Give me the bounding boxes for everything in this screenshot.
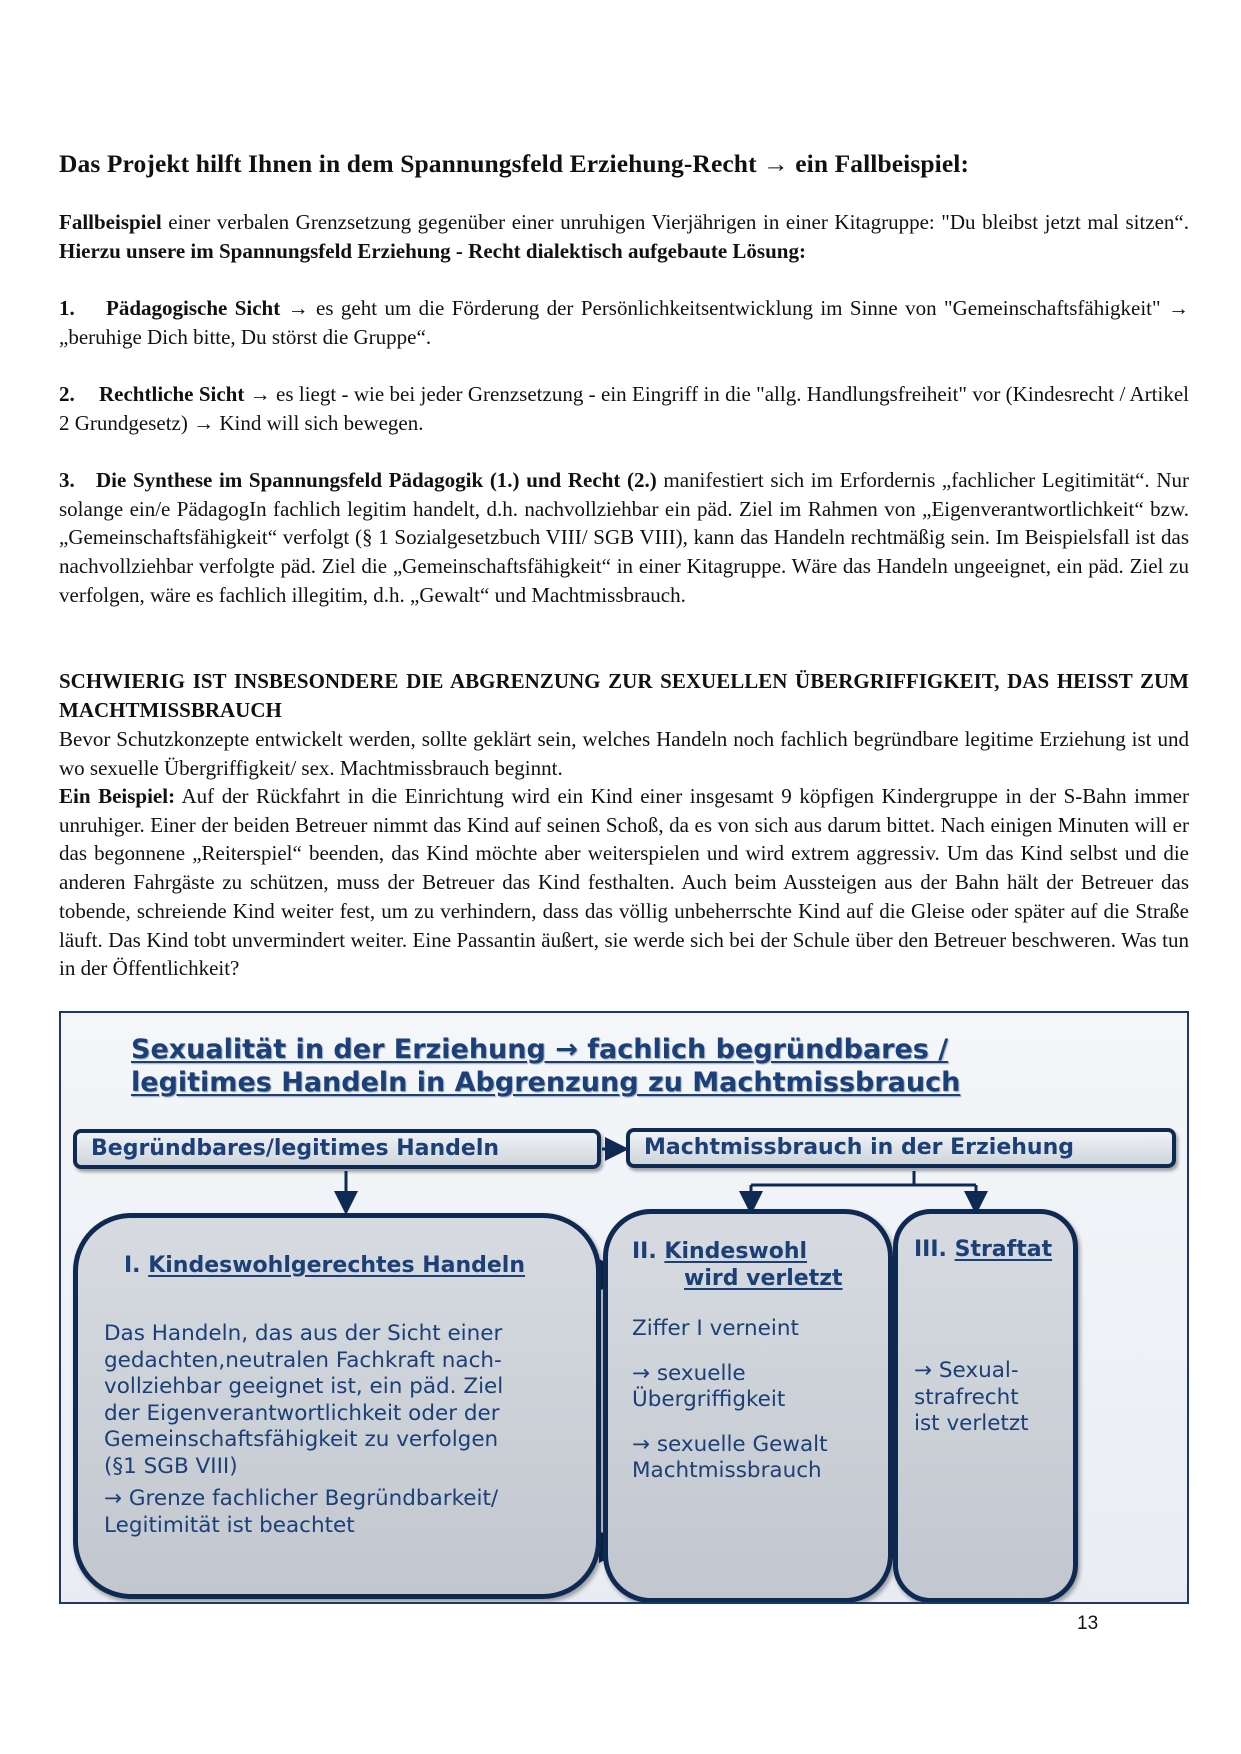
box1-title [124, 1252, 525, 1279]
box-criminal-offense [893, 1209, 1078, 1603]
list-number: 2. [59, 382, 75, 406]
box2-line: → sexuelle [632, 1360, 746, 1386]
box1-line: gedachten,neutralen Fachkraft nach- [104, 1347, 502, 1373]
box2-line: Übergriffigkeit [632, 1387, 786, 1412]
list-number: 3. [59, 468, 75, 492]
box3-body [914, 1358, 1029, 1438]
caps-paragraph: Bevor Schutzkonzepte entwickelt werden, sollte geklärt sein, welches Handeln noch fachlich begründbare legitime Erziehung ist und wo sexuelle Übergriffigkeit/ sex. Machtmissbrauch beginnt. [59, 727, 1189, 780]
box1-line: Das Handeln, das aus der Sicht einer [104, 1321, 503, 1346]
example-lead: Ein Beispiel: [59, 784, 176, 808]
box1-body [104, 1321, 503, 1539]
legitimate-action-pill: Begründbares/legitimes Handeln [73, 1129, 601, 1169]
box1-line: der Eigenverantwortlichkeit oder der [104, 1400, 500, 1426]
page-heading: Das Projekt hilft Ihnen in dem Spannungsfeld Erziehung-Recht → ein Fallbeispiel: [59, 149, 970, 178]
box2-line: → sexuelle Gewalt [632, 1431, 828, 1457]
abuse-of-power-pill: Machtmissbrauch in der Erziehung [626, 1128, 1176, 1168]
list-number: 1. [59, 296, 75, 320]
box1-line: (§1 SGB VIII) [104, 1453, 238, 1479]
example-text: Auf der Rückfahrt in die Einrichtung wird ein Kind einer insgesamt 9 köpfigen Kindergruppe in der S-Bahn immer unruhiger. Einer der beiden Betreuer nimmt das Kind auf seinen Schoß, da es von sich aus darum bittet. Nach einigen Minuten will er das begonnene „Reiterspiel“ beenden, das Kind möchte aber weiterspielen und wird extrem aggressiv. Um das Kind selbst und die anderen Fahrgäste zu schützen, muss der Betreuer das Kind festhalten. Auch beim Aussteigen aus der Bahn hält der Betreuer das tobende, schreiende Kind weiter fest, um zu verhindern, dass das völlig unbeherrschte Kind auf die Gleise oder später auf die Straße läuft. Das Kind tobt unvermindert weiter. Eine Passantin äußert, sie werde sich bei der Schule über den Betreuer beschweren. Was tun in der Öffentlichkeit? [59, 784, 1189, 981]
list-item-3 [59, 466, 1189, 610]
figure-title-line-2: legitimes Handeln in Abgrenzung zu Machtmissbrauch [131, 1067, 961, 1098]
intro-paragraph [59, 208, 1189, 265]
box1-line: Gemeinschaftsfähigkeit zu verfolgen [104, 1427, 499, 1452]
box2-line: Ziffer I verneint [632, 1316, 799, 1341]
box-child-welfare-action [73, 1213, 601, 1599]
box2-line: Machtmissbrauch [632, 1458, 822, 1483]
list-item-body [59, 380, 1189, 437]
box1-line: vollziehbar geeignet ist, ein päd. Ziel [104, 1374, 504, 1399]
list-item-body [59, 294, 1189, 351]
list-item-title: Die Synthese im Spannungsfeld Pädagogik (1.) und Recht (2.) [96, 468, 657, 492]
box3-line: strafrecht [914, 1384, 1019, 1410]
example-paragraph [59, 782, 1189, 983]
list-item-title: Rechtliche Sicht [99, 382, 245, 406]
intro-tail: Hierzu unsere im Spannungsfeld Erziehung - Recht dialektisch aufgebaute Lösung: [59, 238, 806, 263]
box3-line: → Sexual- [914, 1358, 1019, 1383]
box-child-welfare-violated [603, 1209, 893, 1603]
list-item-2 [59, 380, 1189, 437]
page-number: 13 [1077, 1613, 1099, 1634]
list-item-body [59, 466, 1189, 610]
intro-text: einer verbalen Grenzsetzung gegenüber einer unruhigen Vierjährigen in einer Kitagruppe: "Du bleibst jetzt mal sitzen“. [161, 210, 1189, 234]
box3-line: ist verletzt [914, 1411, 1029, 1436]
box2-title [632, 1238, 843, 1292]
list-item-1 [59, 294, 1189, 351]
diagram-figure [59, 1011, 1189, 1604]
list-item-text: → es geht um die Förderung der Persönlichkeitsentwicklung im Sinne von "Gemeinschaftsfähigkeit" → „beruhige Dich bitte, Du störst die Gruppe“. [59, 296, 1189, 349]
box2-title-line-2: wird verletzt [684, 1266, 843, 1291]
list-item-text: → es liegt - wie bei jeder Grenzsetzung - ein Eingriff in die "allg. Handlungsfreiheit" vor (Kindesrecht / Artikel 2 Grundgesetz) → Kind will sich bewegen. [59, 382, 1189, 435]
box2-title-line-1: Kindeswohl [664, 1239, 808, 1264]
box3-title-text: Straftat [954, 1237, 1053, 1262]
box1-line: → Grenze fachlicher Begründbarkeit/ [104, 1486, 499, 1511]
box1-numeral: I. [124, 1253, 141, 1278]
section-heading-caps: SCHWIERIG IST INSBESONDERE DIE ABGRENZUNG ZUR SEXUELLEN ÜBERGRIFFIGKEIT, DAS HEISST ZUM MACHTMISSBRAUCH [59, 669, 1189, 722]
list-item-title: Pädagogische Sicht [106, 296, 281, 320]
intro-lead: Fallbeispiel [59, 210, 162, 234]
box2-numeral: II. [632, 1239, 657, 1264]
list-item-text: manifestiert sich im Erfordernis „fachlicher Legitimität“. Nur solange ein/e PädagogIn fachlich legitim handelt, d.h. nachvollziehbar ein päd. Ziel im Rahmen von „Eigenverantwortlichkeit“ bzw. „Gemeinschaftsfähigkeit“ verfolgt (§ 1 Sozialgesetzbuch VIII/ SGB VIII), kann das Handeln rechtmäßig sein. Im Beispielsfall ist das nachvollziehbar verfolgte päd. Ziel die „Gemeinschaftsfähigkeit“ in einer Kitagruppe. Wäre das Handeln ungeeignet, ein päd. Ziel zu verfolgen, wäre es fachlich illegitim, d.h. „Gewalt“ und Machtmissbrauch. [59, 468, 1189, 607]
box3-title [914, 1236, 1052, 1263]
figure-title-line-1: Sexualität in der Erziehung → fachlich begründbares / [131, 1034, 949, 1065]
box2-body [632, 1316, 828, 1485]
box1-title-text: Kindeswohlgerechtes Handeln [148, 1253, 526, 1278]
box3-numeral: III. [914, 1237, 947, 1262]
box1-line: Legitimität ist beachtet [104, 1512, 355, 1538]
